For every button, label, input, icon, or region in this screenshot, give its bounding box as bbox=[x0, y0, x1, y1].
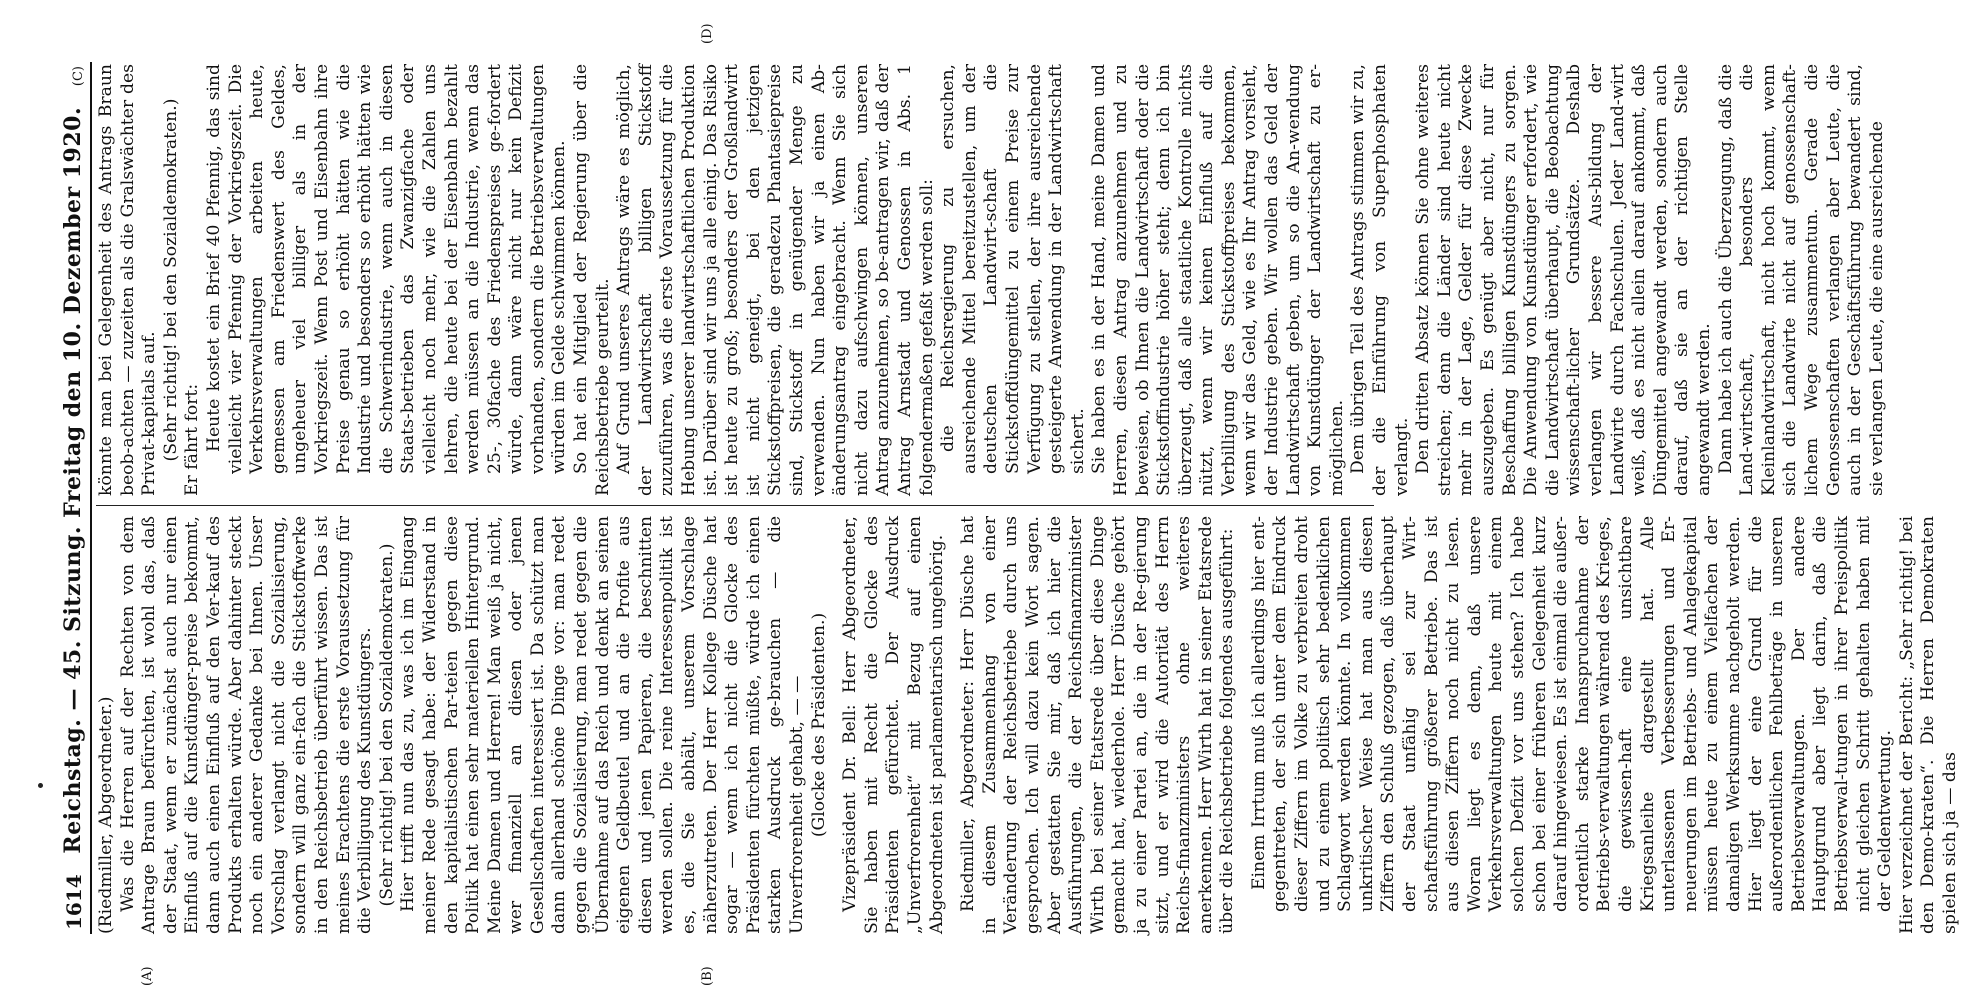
interjection: (Sehr richtig! bei den Sozialdemokraten.) bbox=[160, 98, 181, 462]
paragraph: könnte man bei Gelegenheit des Antrags Braun beob-achten — zuzeiten als die Gralswächter des Privat-kapitals auf. bbox=[96, 64, 160, 496]
margin-marker-a: (A) bbox=[140, 966, 155, 986]
right-column bbox=[96, 64, 1887, 496]
margin-marker-d: (D) bbox=[700, 23, 715, 44]
page-title: Reichstag. — 45. Sitzung. Freitag den 10. Dezember 1920. bbox=[60, 106, 86, 854]
speaker-line: (Riedmiller, Abgeordneter.) bbox=[96, 696, 116, 934]
margin-marker-c: (C) bbox=[71, 66, 86, 87]
page-number: 1614 bbox=[62, 874, 86, 930]
paragraph: Sie haben es in der Hand, meine Damen und Herren, diesen Antrag anzunehmen und zu beweisen, ob Ihnen die Landwirtschaft oder die Stickstoffindustrie höher steht; denn ich bin überzeugt, daß alle staatliche Kontrolle nichts nützt, wenn wir keinen Einfluß auf die Verbilligung des Stickstoffpreises bekommen, wenn wir das Geld, wie es Ihr Antrag vorsieht, der Industrie geben. Wir wollen das Geld der Landwirtschaft geben, um so die An-wendung von Kunstdünger der Landwirtschaft zu er-möglichen. bbox=[1089, 64, 1347, 496]
paragraph: Riedmiller, Abgeordneter: Herr Düsche hat in diesem Zusammenhang von einer Veränderung der Reichsbetriebe durch uns gesprochen. Ich will dazu kein Wort sagen. Aber gestatten Sie mir, daß ich hier die Ausführungen, die der Reichsfinanzminister Wirth bei seiner Etatsrede über diese Dinge gemacht hat, wiederhole. Herr Düsche gehört ja zu einer Partei an, die in der Re-gierung sitzt, und er wird die Autorität des Herrn Reichs-finanzministers ohne weiteres anerkennen. Herr Wirth hat in seiner Etatsrede über die Reichsbetriebe folgendes ausgeführt: bbox=[958, 516, 1238, 934]
left-column bbox=[96, 516, 1960, 934]
column-divider bbox=[96, 505, 1374, 506]
paragraph: Er fährt fort: bbox=[182, 383, 203, 496]
quotation: die Reichsregierung zu ersuchen, ausreichende Mittel bereitzustellen, um der deutschen Landwirt-schaft die Stickstoffdüngemittel zu einem Preise zur Verfügung zu stellen, der ihre ausreichende gesteigerte Anwendung in der Landwirtschaft sichert. bbox=[938, 64, 1088, 474]
paragraph: Hier trifft nun das zu, was ich im Eingang meiner Rede gesagt habe: der Widerstand in den kapitalistischen Par-teien gegen diese Politik hat einen sehr materiellen Hintergrund. Meine Damen und Herren! Man weiß ja nicht, wer finanziell an diesen oder jenen Gesellschaften interessiert ist. Da schützt man dann allerhand schöne Dinge vor: man redet gegen die Sozialisierung, man redet gegen die Übernahme auf das Reich und denkt an seinen eigenen Geldbeutel und an die Profite aus diesen und jenen Papieren, die beschnitten werden sollen. Die reine Interessenpolitik ist es, die Sie abhält, unserem Vorschlage näherzutreten. Der Herr Kollege Düsche hat sogar — wenn ich nicht die Glocke des Präsidenten fürchten müßte, würde ich einen starken Ausdruck ge-brauchen — die Unverfrorenheit gehabt, — — bbox=[398, 516, 807, 934]
paragraph: Dem übrigen Teil des Antrags stimmen wir zu, der die Einführung von Superphosphaten verlangt. bbox=[1348, 64, 1412, 496]
header-rule bbox=[90, 62, 92, 934]
paragraph: Hier verzeichnet der Bericht: „Sehr richtig! bei den Demo-kraten“. Die Herren Demokraten spielen sich ja — das bbox=[1896, 516, 1960, 934]
quotation: Einem Irrtum muß ich allerdings hier ent-gegentreten, der sich unter dem Eindruck dieser Ziffern im Volke zu verbreiten droht und zu einem politisch sehr bedenklichen Schlagwort werden könnte. In vollkommen unkritischer Weise hat man aus diesen Ziffern den Schluß gezogen, daß überhaupt der Staat unfähig sei zur Wirt-schaftsführung größerer Betriebe. Das ist aus diesen Ziffern noch nicht zu lesen. Woran liegt es denn, daß unsere Verkehrsverwaltungen heute mit einem solchen Defizit vor uns stehen? Ich habe schon bei einer früheren Gelegenheit kurz darauf hingewiesen. Es ist einmal die außer-ordentlich starke Inanspruchnahme der Betriebs-verwaltungen während des Krieges, die gewissen-haft eine unsichtbare Kriegsanleihe dargestellt hat. Alle unterlassenen Verbesserungen und Er-neuerungen im Betriebs- und Anlagekapital müssen heute zu einem Vielfachen der damaligen Werksumme nachgeholt werden. Hier liegt der eine Grund für die außerordentlichen Fehlbeträge in unseren Betriebsverwaltungen. Der andere Hauptgrund aber liegt darin, daß die Betriebsverwal-tungen in ihrer Preispolitik nicht gleichen Schritt gehalten haben mit der Geldentwertung. bbox=[1248, 516, 1896, 912]
paragraph: Vizepräsident Dr. Bell: Herr Abgeordneter, Sie haben mit Recht die Glocke des Präsidenten gefürchtet. Der Ausdruck „Unverfrorenheit“ mit Bezug auf einen Abgeordneten ist parlamentarisch ungehörig. bbox=[840, 516, 947, 934]
margin-marker-b: (B) bbox=[700, 966, 715, 986]
interjection: (Glocke des Präsidenten.) bbox=[808, 612, 829, 838]
paragraph: Was die Herren auf der Rechten von dem Antrage Braun befürchten, ist wohl das, daß der Staat, wenn er zunächst auch nur einen Einfluß auf die Kunstdünger-preise bekommt, dann auch einen Einfluß auf den Ver-kauf des Produkts erhalten würde. Aber dahinter steckt noch ein anderer Gedanke bei Ihnen. Unser Vorschlag verlangt nicht die Sozialisierung, sondern will ganz ein-fach die Stickstoffwerke in den Reichsbetrieb überführt wissen. Das ist meines Erachtens die erste Voraussetzung für die Verbilligung des Kunstdüngers. bbox=[117, 516, 376, 934]
paragraph: So hat ein Mitglied der Regierung über die Reichsbetriebe geurteilt. bbox=[571, 64, 613, 496]
paragraph: Auf Grund unseres Antrags wäre es möglich, der Landwirtschaft billigen Stickstoff zuzuführen, was die erste Voraussetzung für die Hebung unserer landwirtschaftlichen Produktion ist. Darüber sind wir uns ja alle einig. Das Risiko ist heute zu groß; besonders der Großlandwirt ist nicht geneigt, bei den jetzigen Stickstoffpreisen, die geradezu Phantasiepreise sind, Stickstoff in genügender Menge zu verwenden. Nun haben wir ja einen Ab-änderungsantrag eingebracht. Wenn Sie sich nicht dazu aufschwingen können, unseren Antrag anzunehmen, so be-antragen wir, daß der Antrag Arnstadt und Genossen in Abs. 1 folgendermaßen gefaßt werden soll: bbox=[614, 64, 937, 496]
quotation: Heute kostet ein Brief 40 Pfennig, das sind vielleicht vier Pfennig der Vorkriegszeit. Die Verkehrsverwaltungen arbeiten heute, gemessen am Friedenswert des Geldes, ungeheuer viel billiger als in der Vorkriegszeit. Wenn Post und Eisenbahn ihre Preise genau so erhöht hätten wie die Industrie und besonders so erhöht hätten wie die Schwerindustrie, wenn auch in diesen Staats-betrieben das Zwanzigfache oder vielleicht noch mehr, wie die Zahlen uns lehren, die heute bei der Eisenbahn bezahlt werden müssen an die Industrie, wenn das 25-, 30fache des Friedenspreises ge-fordert würde, dann wäre nicht nur kein Defizit vorhanden, sondern die Betriebsverwaltungen würden im Gelde schwimmen können. bbox=[203, 64, 570, 474]
page-header bbox=[52, 66, 86, 930]
interjection: (Sehr richtig! bei den Sozialdemokraten.) bbox=[376, 543, 397, 907]
paragraph: Dann habe ich auch die Überzeugung, daß die Land-wirtschaft, besonders die Kleinlandwirtschaft, nicht hoch kommt, wenn sich die Landwirte nicht auf genossenschaft-lichem Wege zusammentun. Gerade die Genossenschaften verlangen aber Leute, die auch in der Geschäftsführung bewandert sind, sie verlangen Leute, die eine ausreichende bbox=[1715, 64, 1887, 496]
ink-dot bbox=[38, 783, 43, 788]
paragraph: Den dritten Absatz können Sie ohne weiteres streichen; denn die Länder sind heute nicht mehr in der Lage, Gelder für diese Zwecke auszugeben. Es genügt aber nicht, nur für Beschaffung billigen Kunstdüngers zu sorgen. Die Anwendung von Kunstdünger erfordert, wie die Landwirtschaft überhaupt, die Beobachtung wissenschaft-licher Grundsätze. Deshalb verlangen wir bessere Aus-bildung der Landwirte durch Fachschulen. Jeder Land-wirt weiß, daß es nicht allein darauf ankommt, daß Düngemittel angewandt werden, sondern auch darauf, daß sie an der richtigen Stelle angewandt werden. bbox=[1413, 64, 1714, 496]
